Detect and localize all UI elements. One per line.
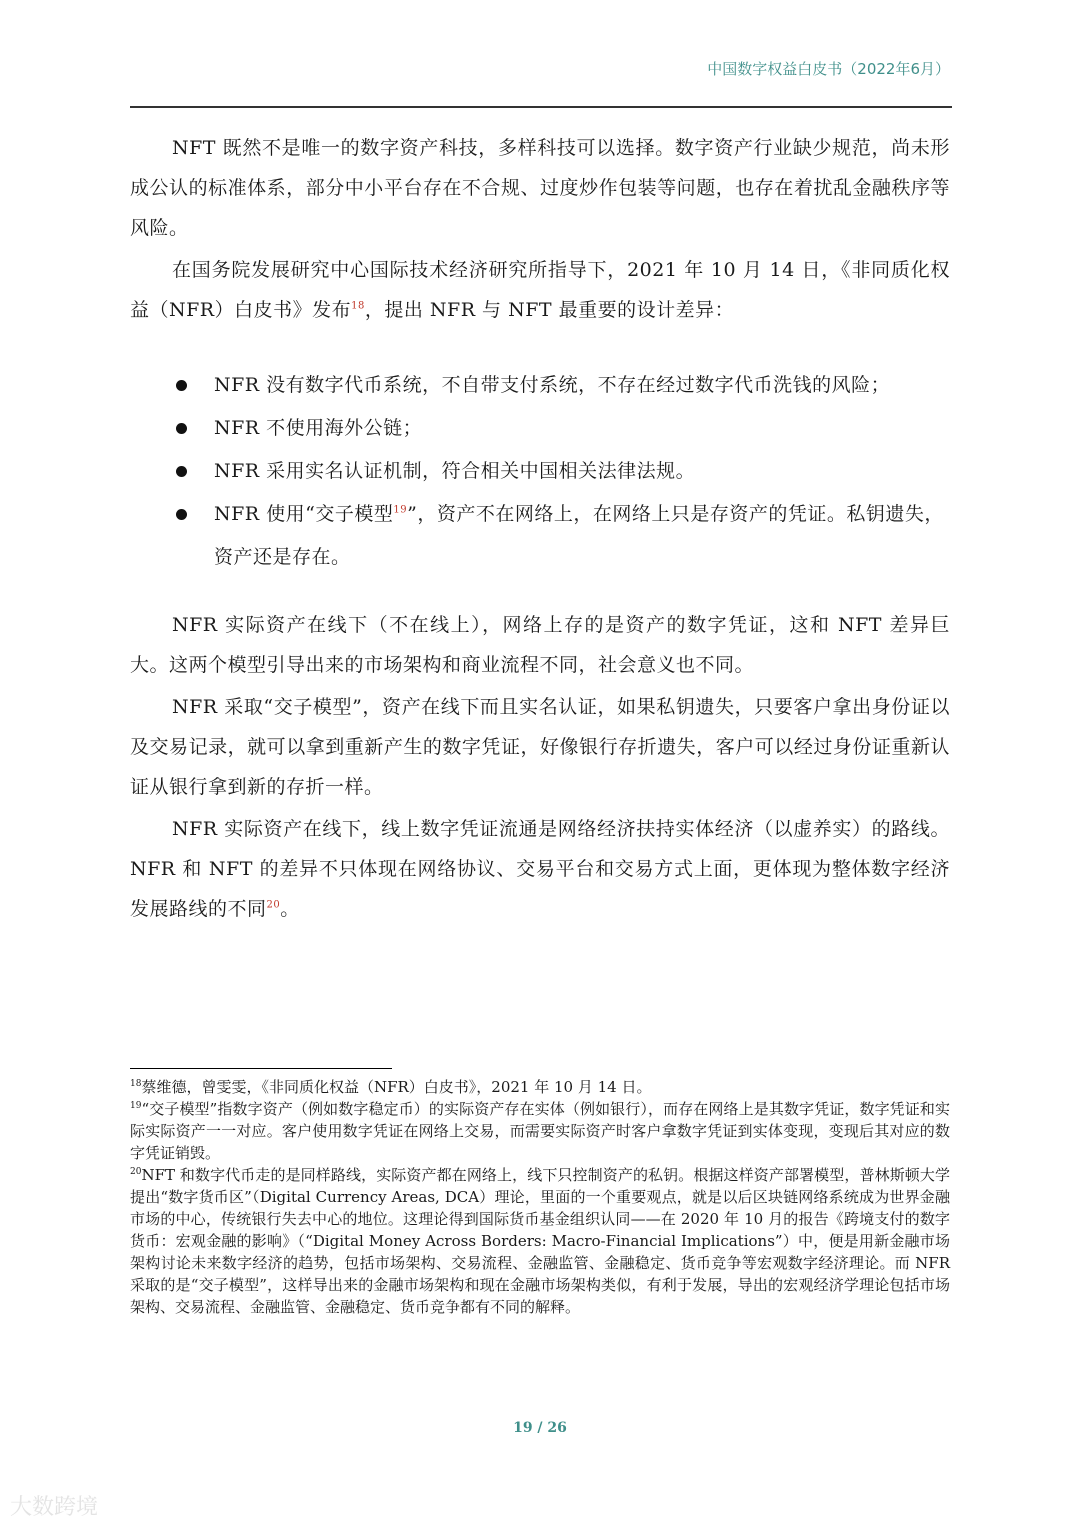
paragraph: NFR 实际资产在线下，线上数字凭证流通是网络经济扶持实体经济（以虚养实）的路线。NFR 和 NFT 的差异不只体现在网络协议、交易平台和交易方式上面，更体现为整体数字经济发展路线的不同$^{20}$。 — [130, 818, 950, 920]
paragraph: NFR 采取“交子模型”，资产在线下而且实名认证，如果私钥遗失，只要客户拿出身份证以及交易记录，就可以拿到重新产生的数字凭证，好像银行存折遗失，客户可以经过身份证重新认证从银行拿到新的存折一样。 — [130, 696, 950, 798]
footnotes — [130, 1076, 950, 1318]
page-number: 19 / 26 — [513, 1420, 567, 1436]
footnote-ref[interactable]: 19 — [393, 504, 408, 516]
bullet-icon — [176, 380, 187, 391]
bullet-icon — [176, 509, 187, 520]
bullet-icon — [176, 466, 187, 477]
list-item: NFR 使用“交子模型$^{19}$”，资产不在网络上，在网络上只是存资产的凭证。私钥遗失，资产还是存在。 — [130, 493, 950, 579]
paragraph: NFR 实际资产在线下（不在线上），网络上存的是资产的数字凭证，这和 NFT 差异巨大。这两个模型引导出来的市场架构和商业流程不同，社会意义也不同。 — [130, 614, 950, 676]
list-item: NFR 不使用海外公链； — [130, 407, 950, 450]
watermark: 大数跨境 — [10, 1495, 99, 1520]
footnote: $^{18}$蔡维德，曾雯雯，《非同质化权益（NFR）白皮书》，2021 年 10 月 14 日。 — [130, 1078, 652, 1096]
footnote-ref[interactable]: 18 — [351, 300, 365, 312]
bullet-list — [130, 364, 950, 579]
main-content — [130, 128, 950, 931]
footnote-divider — [130, 1068, 392, 1069]
paragraph: 在国务院发展研究中心国际技术经济研究所指导下，2021 年 10 月 14 日，《非同质化权益（NFR）白皮书》发布$^{18}$，提出 NFR 与 NFT 最重要的设计差异： — [130, 259, 950, 321]
bullet-icon — [176, 423, 187, 434]
header-title: 中国数字权益白皮书（2022年6月） — [707, 60, 950, 78]
list-item: NFR 没有数字代币系统，不自带支付系统，不存在经过数字代币洗钱的风险； — [130, 364, 950, 407]
footnote: $^{19}$“交子模型”指数字资产（例如数字稳定币）的实际资产存在实体（例如银行），而存在网络上是其数字凭证，数字凭证和实际实际资产一一对应。客户使用数字凭证在网络上交易，而需要实际资产时客户拿数字凭证到实体变现，变现后其对应的数字凭证销毁。 — [130, 1100, 950, 1162]
footnote: $^{20}$NFT 和数字代币走的是同样路线，实际资产都在网络上，线下只控制资产的私钥。根据这样资产部署模型，普林斯顿大学提出“数字货币区”（Digital Currency Areas, DCA）理论，里面的一个重要观点，就是以后区块链网络系统成为世界金融市场的中心，传统银行失去中心的地位。这理论得到国际货币基金组织认同——在 2020 年 10 月的报告《跨境支付的数字货币：宏观金融的影响》（“Digital Money Across Borders: Macro-Financial Implications”）中，便是用新金融市场架构讨论未来数字经济的趋势，包括市场架构、交易流程、金融监管、金融稳定、货币竞争等宏观数字经济理论。而 NFR 采取的是“交子模型”，这样导出来的金融市场架构和现在金融市场架构类似，有利于发展，导出的宏观经济学理论包括市场架构、交易流程、金融监管、金融稳定、货币竞争都有不同的解释。 — [130, 1166, 950, 1316]
header-divider — [130, 106, 952, 108]
list-item: NFR 采用实名认证机制，符合相关中国相关法律法规。 — [130, 450, 950, 493]
paragraph: NFT 既然不是唯一的数字资产科技，多样科技可以选择。数字资产行业缺少规范，尚未形成公认的标准体系，部分中小平台存在不合规、过度炒作包装等问题，也存在着扰乱金融秩序等风险。 — [130, 137, 950, 239]
footnote-ref[interactable]: 20 — [266, 899, 281, 911]
